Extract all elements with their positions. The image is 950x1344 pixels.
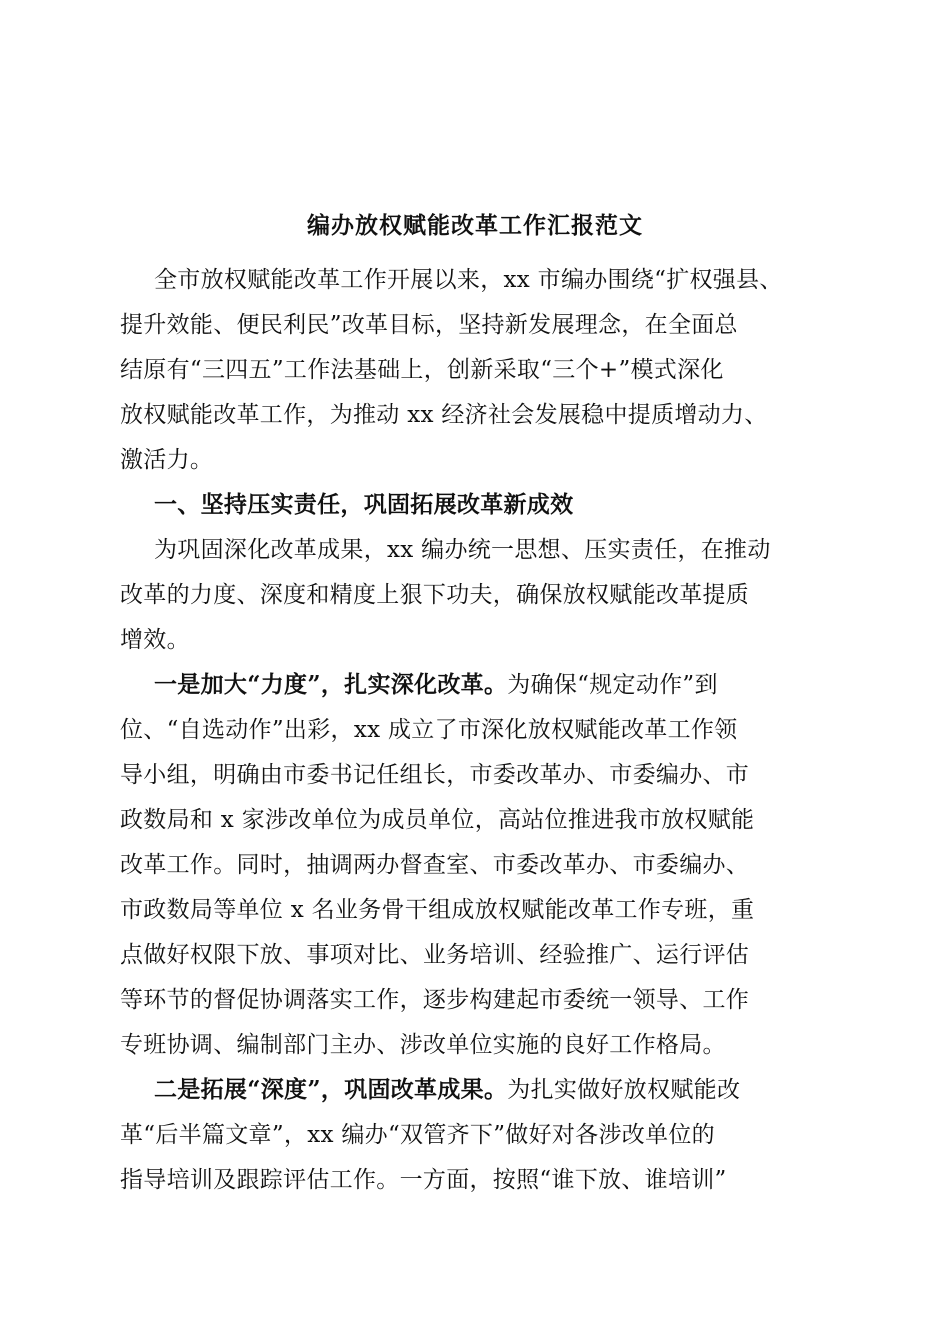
section-1-line-2: 改革的力度、深度和精度上狠下功夫，确保放权赋能改革提质 — [120, 582, 750, 608]
section-1-line-1: 为巩固深化改革成果，xx 编办统一思想、压实责任，在推动 — [154, 537, 771, 563]
intro-line-4: 放权赋能改革工作，为推动 xx 经济社会发展稳中提质增动力、 — [120, 402, 768, 428]
intro-line-1: 全市放权赋能改革工作开展以来，xx 市编办围绕“扩权强县、 — [154, 267, 783, 293]
intro-line-2: 提升效能、便民利民”改革目标，坚持新发展理念，在全面总 — [120, 312, 738, 338]
point-2-line-2: 革“后半篇文章”，xx 编办“双管齐下”做好对各涉改单位的 — [120, 1122, 715, 1148]
point-2-text: 为扎实做好放权赋能改 — [507, 1077, 741, 1103]
point-1-heading: 一是加大“力度”，扎实深化改革。 — [154, 671, 508, 698]
point-1-line-7: 点做好权限下放、事项对比、业务培训、经验推广、运行评估 — [120, 942, 750, 968]
section-heading-1: 一、坚持压实责任，巩固拓展改革新成效 — [154, 491, 574, 518]
section-1-line-3: 增效。 — [120, 627, 190, 653]
point-1-line-6: 市政数局等单位 x 名业务骨干组成放权赋能改革工作专班，重 — [120, 897, 755, 923]
document-title: 编办放权赋能改革工作汇报范文 — [307, 212, 643, 239]
point-1-line-1 — [154, 667, 718, 703]
point-1-line-4: 政数局和 x 家涉改单位为成员单位，高站位推进我市放权赋能 — [120, 807, 755, 833]
point-1-line-9: 专班协调、编制部门主办、涉改单位实施的良好工作格局。 — [120, 1032, 726, 1058]
point-2-line-3: 指导培训及跟踪评估工作。一方面，按照“谁下放、谁培训” — [120, 1167, 727, 1193]
point-2-line-1 — [154, 1072, 740, 1108]
point-1-line-3: 导小组，明确由市委书记任组长，市委改革办、市委编办、市 — [120, 762, 750, 788]
intro-line-3: 结原有“三四五”工作法基础上，创新采取“三个+”模式深化 — [120, 357, 724, 383]
intro-line-5: 激活力。 — [120, 447, 214, 473]
point-2-heading: 二是拓展“深度”，巩固改革成果。 — [154, 1076, 508, 1103]
point-1-text: 为确保“规定动作”到 — [507, 672, 718, 698]
point-1-line-5: 改革工作。同时，抽调两办督查室、市委改革办、市委编办、 — [120, 852, 750, 878]
point-1-line-8: 等环节的督促协调落实工作，逐步构建起市委统一领导、工作 — [120, 987, 750, 1013]
point-1-line-2: 位、“自选动作”出彩，xx 成立了市深化放权赋能改革工作领 — [120, 717, 738, 743]
